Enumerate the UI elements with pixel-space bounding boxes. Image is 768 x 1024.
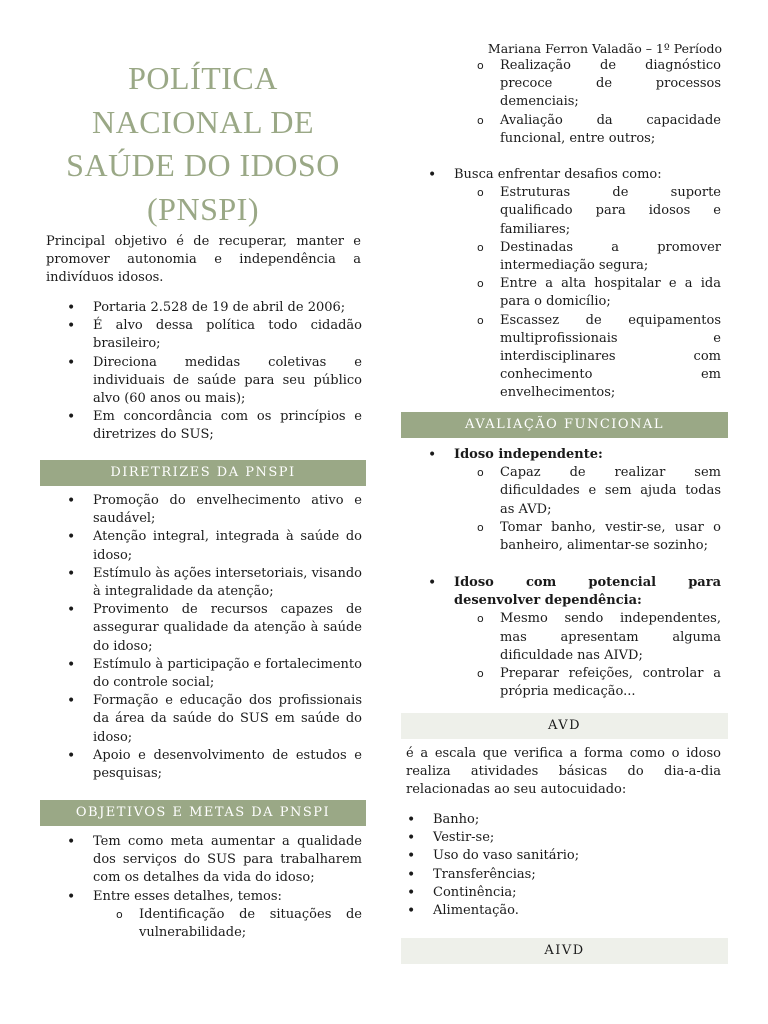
list-item-label: Entre esses detalhes, temos: [93,888,282,904]
list-item: • Atenção integral, integrada à saúde do idoso; [40,528,362,564]
list-item: • Continência; [380,884,721,902]
sub-list-item: o Mesmo sendo independentes, mas apresentam alguma dificuldade nas AIVD; [454,610,721,665]
list-item: • Provimento de recursos capazes de assegurar qualidade da atenção à saúde do idoso; [40,601,362,656]
list-item-label: Idoso com potencial para desenvolver dependência: [454,575,721,609]
list-item: • Formação e educação dos profissionais da área da saúde do SUS em saúde do idoso; [40,692,362,747]
intro-paragraph: Principal objetivo é de recuperar, manter e promover autonomia e independência a indivíduos idosos. [46,234,361,286]
sub-list-item: o Estruturas de suporte qualificado para idosos e familiares; [454,184,721,239]
list-item: • Portaria 2.528 de 19 de abril de 2006; [40,299,362,317]
sub-list-item: o Destinadas a promover intermediação segura; [454,239,721,275]
intro-bullet-list [40,299,362,445]
list-item: • Alimentação. [380,902,721,920]
list-item: • Em concordância com os princípios e diretrizes do SUS; [40,408,362,444]
list-item: • Tem como meta aumentar a qualidade dos serviços do SUS para trabalharem com os detalhes da vida do idoso; [40,833,362,888]
desafios-list [401,166,721,403]
objetivos-sub-list-continued [454,57,721,148]
sub-list [454,610,721,701]
list-item: • É alvo dessa política todo cidadão brasileiro; [40,317,362,353]
author-line: Mariana Ferron Valadão – 1º Período [487,41,722,56]
sub-list-item: o Entre a alta hospitalar e a ida para o domicílio; [454,275,721,311]
section-heading-avd: AVD [401,713,728,739]
list-item: • Promoção do envelhecimento ativo e saudável; [40,492,362,528]
sub-list-item: o Identificação de situações de vulnerabilidade; [93,906,362,942]
section-heading-avaliacao: AVALIAÇÃO FUNCIONAL [401,412,728,438]
objetivos-list [40,833,362,942]
avd-description: é a escala que verifica a forma como o idoso realiza atividades básicas do dia-a-dia relacionadas ao seu autocuidado: [406,746,721,798]
list-item: • Vestir-se; [380,829,721,847]
sub-list-item: o Realização de diagnóstico precoce de processos demenciais; [454,57,721,112]
sub-list [93,906,362,942]
sub-list-item: o Preparar refeições, controlar a própria medicação... [454,665,721,701]
list-item [401,166,721,403]
sub-list-item: o Escassez de equipamentos multiprofissionais e interdisciplinares com conhecimento em envelhecimentos; [454,312,721,403]
sub-list-item: o Capaz de realizar sem dificuldades e sem ajuda todas as AVD; [454,464,721,519]
list-item-label: Idoso independente: [454,447,603,462]
list-item: • Direciona medidas coletivas e individuais de saúde para seu público alvo (60 anos ou mais); [40,354,362,409]
sub-list-item: o Tomar banho, vestir-se, usar o banheiro, alimentar-se sozinho; [454,519,721,555]
sub-list [454,184,721,402]
section-heading-diretrizes: DIRETRIZES DA PNSPI [40,460,366,486]
list-item [40,888,362,943]
sub-list-item: o Avaliação da capacidade funcional, entre outros; [454,112,721,148]
diretrizes-list [40,492,362,783]
list-item [401,574,721,701]
page-title: POLÍTICA NACIONAL DE SAÚDE DO IDOSO (PNSPI) [66,60,340,227]
list-item-label: Busca enfrentar desafios como: [454,167,662,182]
avaliacao-list-potencial [401,574,721,701]
list-item [401,446,721,555]
avd-list [380,811,721,920]
avaliacao-list-independente [401,446,721,555]
list-item: • Banho; [380,811,721,829]
list-item: • Transferências; [380,866,721,884]
list-item: • Apoio e desenvolvimento de estudos e pesquisas; [40,747,362,783]
list-item: • Uso do vaso sanitário; [380,847,721,865]
sub-list [454,464,721,555]
list-item: • Estímulo à participação e fortalecimento do controle social; [40,656,362,692]
list-item: • Estímulo às ações intersetoriais, visando à integralidade da atenção; [40,565,362,601]
section-heading-aivd: AIVD [401,938,728,964]
section-heading-objetivos: OBJETIVOS E METAS DA PNSPI [40,800,366,826]
